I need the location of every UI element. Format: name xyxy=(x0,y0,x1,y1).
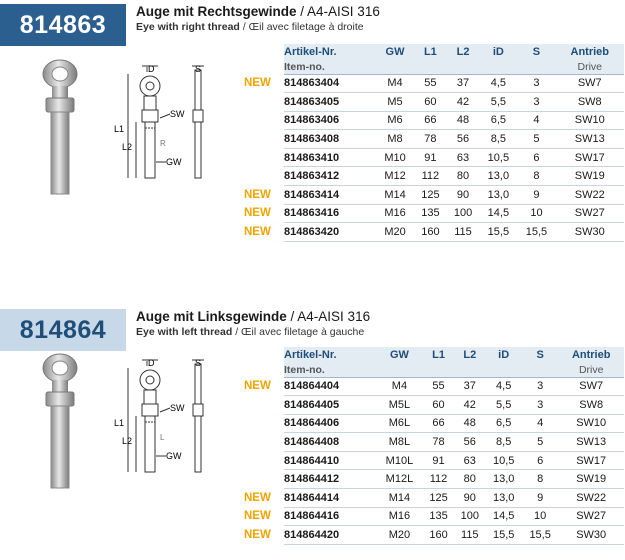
cell-new: NEW xyxy=(244,207,271,220)
label-s: S xyxy=(195,64,202,74)
cell-id: 13,0 xyxy=(485,489,521,508)
cell-gw: M4 xyxy=(376,74,414,93)
cell-new xyxy=(244,433,284,452)
cell-l2: 56 xyxy=(447,130,480,149)
technical-drawing xyxy=(108,356,226,506)
cell-art: 814864412 xyxy=(284,470,376,489)
cell-l1: 112 xyxy=(423,470,454,489)
cell-l2: 90 xyxy=(454,489,485,508)
label-id: iD xyxy=(146,64,155,74)
table-row xyxy=(244,489,624,508)
cell-l1: 112 xyxy=(414,167,447,186)
cell-gw: M16 xyxy=(376,204,414,223)
cell-l2: 80 xyxy=(454,470,485,489)
table-subheader: Item-no. Drive xyxy=(244,363,624,377)
label-sw: SW xyxy=(170,109,185,119)
cell-gw: M20 xyxy=(376,526,423,545)
cell-gw: M16 xyxy=(376,507,423,526)
cell-drive: SW10 xyxy=(558,414,624,433)
cell-new: NEW xyxy=(244,77,271,90)
cell-new: NEW xyxy=(244,380,271,393)
spec-table xyxy=(244,347,624,545)
cell-s: 3 xyxy=(522,377,558,396)
cell-gw: M6 xyxy=(376,111,414,130)
cell-l2: 63 xyxy=(454,451,485,470)
cell-id: 13,0 xyxy=(479,167,517,186)
cell-id: 14,5 xyxy=(485,507,521,526)
cell-art: 814863408 xyxy=(284,130,376,149)
cell-gw: M10 xyxy=(376,148,414,167)
cell-drive: SW13 xyxy=(558,433,624,452)
cell-art: 814863404 xyxy=(284,74,376,93)
cell-l1: 125 xyxy=(423,489,454,508)
cell-l1: 160 xyxy=(423,526,454,545)
cell-drive: SW17 xyxy=(556,148,625,167)
cell-s: 10 xyxy=(522,507,558,526)
label-l2: L2 xyxy=(122,142,133,152)
product-code-badge: 814864 xyxy=(0,309,126,351)
cell-drive: SW22 xyxy=(558,489,624,508)
cell-l1: 91 xyxy=(414,148,447,167)
cell-id: 14,5 xyxy=(479,204,517,223)
label-l2: L2 xyxy=(122,436,133,446)
cell-l2: 63 xyxy=(447,148,480,167)
cell-id: 10,5 xyxy=(485,451,521,470)
product-title: Auge mit Linksgewinde / A4-AISI 316 xyxy=(136,309,371,324)
cell-drive: SW19 xyxy=(556,167,625,186)
label-sw: SW xyxy=(170,403,185,413)
cell-s: 6 xyxy=(517,148,555,167)
cell-gw: M8 xyxy=(376,130,414,149)
cell-gw: M5L xyxy=(376,396,423,415)
cell-art: 814863414 xyxy=(284,186,376,205)
label-l1: L1 xyxy=(114,124,125,134)
label-gw: GW xyxy=(166,157,182,167)
cell-drive: SW30 xyxy=(558,526,624,545)
cell-l1: 135 xyxy=(414,204,447,223)
cell-l2: 42 xyxy=(447,93,480,112)
cell-id: 10,5 xyxy=(479,148,517,167)
cell-gw: M6L xyxy=(376,414,423,433)
cell-l2: 42 xyxy=(454,396,485,415)
cell-s: 15,5 xyxy=(522,526,558,545)
table-subheader: Item-no. Drive xyxy=(244,60,624,74)
cell-l2: 115 xyxy=(454,526,485,545)
cell-id: 13,0 xyxy=(485,470,521,489)
cell-art: 814863416 xyxy=(284,204,376,223)
cell-new xyxy=(244,470,284,489)
cell-drive: SW7 xyxy=(556,74,625,93)
cell-l2: 48 xyxy=(454,414,485,433)
cell-gw: M8L xyxy=(376,433,423,452)
cell-s: 9 xyxy=(517,186,555,205)
cell-l2: 37 xyxy=(454,377,485,396)
cell-l1: 60 xyxy=(414,93,447,112)
cell-gw: M4 xyxy=(376,377,423,396)
table-row xyxy=(244,396,624,415)
cell-l1: 60 xyxy=(423,396,454,415)
cell-s: 3 xyxy=(522,396,558,415)
product-title: Auge mit Rechtsgewinde / A4-AISI 316 xyxy=(136,4,380,19)
cell-l1: 55 xyxy=(414,74,447,93)
label-id: iD xyxy=(146,358,155,368)
table-row xyxy=(244,507,624,526)
cell-l1: 66 xyxy=(423,414,454,433)
cell-l1: 78 xyxy=(414,130,447,149)
cell-gw: M12L xyxy=(376,470,423,489)
label-r: R xyxy=(160,139,166,148)
cell-new xyxy=(244,414,284,433)
cell-gw: M14 xyxy=(376,186,414,205)
cell-art: 814864410 xyxy=(284,451,376,470)
cell-art: 814864414 xyxy=(284,489,376,508)
cell-drive: SW17 xyxy=(558,451,624,470)
cell-id: 6,5 xyxy=(485,414,521,433)
cell-id: 15,5 xyxy=(479,223,517,242)
cell-art: 814864406 xyxy=(284,414,376,433)
product-subtitle: Eye with right thread / Œil avec filetage à droite xyxy=(136,21,364,33)
cell-l2: 56 xyxy=(454,433,485,452)
cell-l1: 55 xyxy=(423,377,454,396)
cell-l2: 90 xyxy=(447,186,480,205)
cell-drive: SW13 xyxy=(556,130,625,149)
cell-l2: 80 xyxy=(447,167,480,186)
cell-new: NEW xyxy=(244,510,271,523)
cell-art: 814863406 xyxy=(284,111,376,130)
cell-new xyxy=(244,451,284,470)
cell-id: 6,5 xyxy=(479,111,517,130)
cell-art: 814864408 xyxy=(284,433,376,452)
eye-bolt-photo xyxy=(20,352,110,542)
cell-l1: 160 xyxy=(414,223,447,242)
cell-l2: 48 xyxy=(447,111,480,130)
cell-art: 814864404 xyxy=(284,377,376,396)
cell-l2: 115 xyxy=(447,223,480,242)
product-code-badge: 814863 xyxy=(0,4,126,46)
table-row xyxy=(244,451,624,470)
cell-art: 814864416 xyxy=(284,507,376,526)
cell-id: 5,5 xyxy=(485,396,521,415)
cell-art: 814864420 xyxy=(284,526,376,545)
cell-s: 3 xyxy=(517,74,555,93)
cell-id: 15,5 xyxy=(485,526,521,545)
table-row xyxy=(244,433,624,452)
cell-s: 5 xyxy=(517,130,555,149)
cell-drive: SW8 xyxy=(556,93,625,112)
cell-l2: 37 xyxy=(447,74,480,93)
cell-l1: 91 xyxy=(423,451,454,470)
table-header: Artikel-Nr. GW L1 L2 iD S Antrieb xyxy=(244,44,624,60)
cell-id: 4,5 xyxy=(479,74,517,93)
cell-s: 8 xyxy=(517,167,555,186)
cell-drive: SW8 xyxy=(558,396,624,415)
cell-gw: M5 xyxy=(376,93,414,112)
cell-drive: SW30 xyxy=(556,223,625,242)
cell-art: 814863420 xyxy=(284,223,376,242)
cell-art: 814863412 xyxy=(284,167,376,186)
cell-l1: 66 xyxy=(414,111,447,130)
cell-gw: M14 xyxy=(376,489,423,508)
cell-id: 5,5 xyxy=(479,93,517,112)
cell-drive: SW27 xyxy=(558,507,624,526)
cell-s: 3 xyxy=(517,93,555,112)
cell-s: 9 xyxy=(522,489,558,508)
cell-new: NEW xyxy=(244,491,271,504)
label-l1: L1 xyxy=(114,418,125,428)
table-row xyxy=(244,470,624,489)
cell-new: NEW xyxy=(244,188,271,201)
cell-l1: 135 xyxy=(423,507,454,526)
cell-drive: SW19 xyxy=(558,470,624,489)
cell-art: 814864405 xyxy=(284,396,376,415)
cell-gw: M12 xyxy=(376,167,414,186)
cell-gw: M10L xyxy=(376,451,423,470)
label-gw: GW xyxy=(166,451,182,461)
cell-new xyxy=(244,396,284,415)
cell-l1: 125 xyxy=(414,186,447,205)
cell-s: 10 xyxy=(517,204,555,223)
cell-l2: 100 xyxy=(447,204,480,223)
cell-new: NEW xyxy=(244,226,271,239)
cell-s: 6 xyxy=(522,451,558,470)
table-row xyxy=(244,377,624,396)
cell-s: 8 xyxy=(522,470,558,489)
cell-gw: M20 xyxy=(376,223,414,242)
cell-art: 814863405 xyxy=(284,93,376,112)
cell-new: NEW xyxy=(244,529,271,542)
table-row xyxy=(244,526,624,545)
cell-id: 8,5 xyxy=(479,130,517,149)
cell-s: 15,5 xyxy=(517,223,555,242)
cell-s: 5 xyxy=(522,433,558,452)
cell-id: 13,0 xyxy=(479,186,517,205)
label-l: L xyxy=(160,433,165,442)
table-row xyxy=(244,414,624,433)
product-subtitle: Eye with left thread / Œil avec filetage à gauche xyxy=(136,326,365,338)
label-s: S xyxy=(195,358,202,368)
cell-s: 4 xyxy=(522,414,558,433)
cell-drive: SW27 xyxy=(556,204,625,223)
cell-l2: 100 xyxy=(454,507,485,526)
title-block xyxy=(136,309,370,339)
cell-drive: SW10 xyxy=(556,111,625,130)
cell-l1: 78 xyxy=(423,433,454,452)
table-header: Artikel-Nr. GW L1 L2 iD S Antrieb xyxy=(244,347,624,363)
cell-id: 4,5 xyxy=(485,377,521,396)
cell-art: 814863410 xyxy=(284,148,376,167)
cell-drive: SW22 xyxy=(556,186,625,205)
cell-id: 8,5 xyxy=(485,433,521,452)
cell-s: 4 xyxy=(517,111,555,130)
cell-drive: SW7 xyxy=(558,377,624,396)
